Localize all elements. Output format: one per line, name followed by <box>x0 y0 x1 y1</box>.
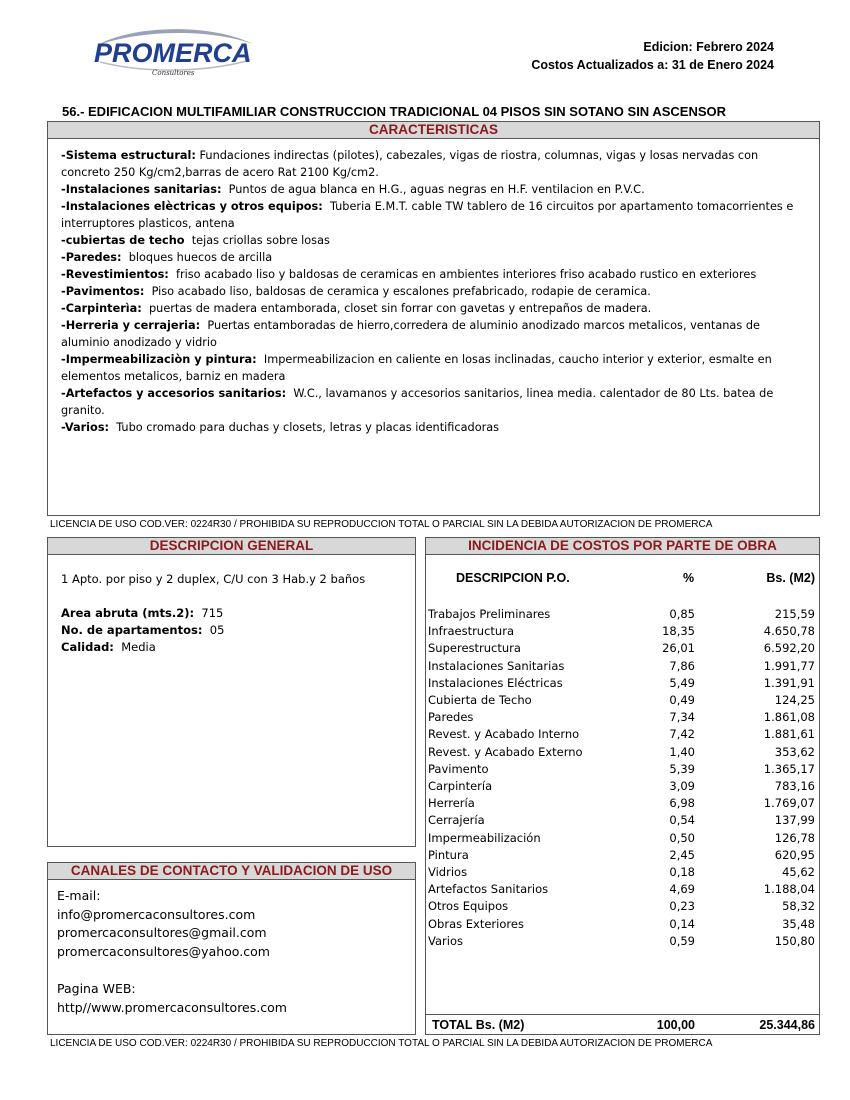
total-divider <box>426 1014 819 1015</box>
cost-item-name: Cubierta de Techo <box>428 693 532 707</box>
cost-item-percent: 7,86 <box>669 658 695 673</box>
cost-item-name: Carpintería <box>428 779 493 793</box>
total-percent: 100,00 <box>656 1018 695 1032</box>
characteristic-item <box>61 300 807 317</box>
apartments-value: 05 <box>202 623 225 637</box>
cost-item-percent: 1,40 <box>669 744 695 759</box>
cost-incidence-section <box>425 537 820 1035</box>
cost-item-bs: 6.592,20 <box>763 641 815 656</box>
characteristic-text: Puertas entamboradas de hierro,corredera de aluminio anodizado marcos metalicos, ventanas de aluminio anodizado y vidrio <box>61 319 764 349</box>
email-link[interactable]: info@promercaconsultores.com <box>57 906 256 922</box>
cost-row <box>426 606 819 623</box>
characteristic-item <box>61 181 807 198</box>
characteristic-label: -cubiertas de techo <box>61 234 185 247</box>
characteristic-item <box>61 317 807 351</box>
edition-info <box>531 38 774 74</box>
cost-item-name: Artefactos Sanitarios <box>428 882 549 897</box>
characteristic-text: Piso acabado liso, baldosas de ceramica y escalones prefabricado, rodapie de ceramica. <box>144 285 651 298</box>
cost-row <box>426 640 819 657</box>
cost-incidence-heading: INCIDENCIA DE COSTOS POR PARTE DE OBRA <box>426 538 819 555</box>
cost-item-name: Instalaciones Sanitarias <box>428 658 565 673</box>
characteristic-text: tejas criollas sobre losas <box>184 234 330 247</box>
quality-row <box>61 639 415 656</box>
cost-row <box>426 933 819 950</box>
cost-item-percent: 26,01 <box>662 641 695 656</box>
cost-row <box>426 778 819 795</box>
contact-heading: CANALES DE CONTACTO Y VALIDACION DE USO <box>48 863 415 880</box>
general-description-heading: DESCRIPCION GENERAL <box>48 538 415 555</box>
cost-item-name: Impermeabilización <box>428 830 541 845</box>
general-description-section <box>47 537 416 847</box>
cost-item-percent: 7,42 <box>669 727 695 742</box>
cost-item-name: Pavimento <box>428 761 489 776</box>
characteristic-text: Fundaciones indirectas (pilotes), cabezales, vigas de riostra, columnas, vigas y losas nervadas con concreto 250 Kg/cm2,barras de acero Rat 2100 Kg/cm2. <box>61 149 762 179</box>
col-header-percent: % <box>683 571 695 585</box>
total-label: TOTAL Bs. (M2) <box>432 1018 525 1032</box>
costs-updated-date: Costos Actualizados a: 31 de Enero 2024 <box>531 58 774 72</box>
cost-item-percent: 0,59 <box>669 933 695 948</box>
cost-item-percent: 0,50 <box>669 830 695 845</box>
cost-item-bs: 124,25 <box>774 693 815 707</box>
cost-item-percent: 0,49 <box>669 693 695 707</box>
characteristic-item <box>61 232 807 249</box>
characteristic-text: Impermeabilizacion en caliente en losas inclinadas, caucho interior y exterior, esmalte en elementos metalicos, barniz en madera <box>61 353 776 383</box>
email-link[interactable]: promercaconsultores@gmail.com <box>57 925 267 941</box>
cost-row <box>426 675 819 692</box>
cost-row <box>426 761 819 778</box>
characteristic-text: Puntos de agua blanca en H.G., aguas negras en H.F. ventilacion en P.V.C. <box>221 183 645 196</box>
cost-item-name: Cerrajería <box>428 813 485 828</box>
cost-row <box>426 830 819 847</box>
cost-item-name: Herrería <box>428 796 475 811</box>
cost-row <box>426 658 819 675</box>
characteristic-label: -Herreria y cerrajeria: <box>61 319 201 332</box>
web-link[interactable]: http//www.promercaconsultores.com <box>57 999 287 1015</box>
cost-item-bs: 150,80 <box>774 933 815 948</box>
apartments-label: No. de apartamentos: <box>61 623 203 637</box>
area-value: 715 <box>194 606 224 620</box>
characteristic-item <box>61 198 807 232</box>
cost-item-percent: 5,39 <box>669 761 695 776</box>
characteristic-text: friso acabado liso y baldosas de ceramicas en ambientes interiores friso acabado rustico en exteriores <box>168 268 757 281</box>
area-label: Area abruta (mts.2): <box>61 606 195 620</box>
cost-item-bs: 35,48 <box>782 916 815 931</box>
cost-item-name: Superestructura <box>428 641 521 656</box>
cost-item-bs: 620,95 <box>774 847 815 862</box>
cost-item-name: Pintura <box>428 847 469 862</box>
cost-item-bs: 126,78 <box>774 830 815 845</box>
cost-item-percent: 0,85 <box>669 607 695 621</box>
cost-row <box>426 623 819 640</box>
cost-item-percent: 7,34 <box>669 710 695 725</box>
total-bs: 25.344,86 <box>759 1018 815 1032</box>
cost-item-percent: 6,98 <box>669 796 695 811</box>
general-summary: 1 Apto. por piso y 2 duplex, C/U con 3 Hab.y 2 baños <box>61 572 366 586</box>
cost-item-bs: 215,59 <box>774 607 815 621</box>
col-header-bs: Bs. (M2) <box>766 571 815 585</box>
characteristic-label: -Pavimentos: <box>61 285 145 298</box>
cost-item-name: Revest. y Acabado Interno <box>428 727 580 742</box>
cost-item-percent: 5,49 <box>669 675 695 690</box>
cost-item-percent: 0,23 <box>669 899 695 914</box>
email-label: E-mail: <box>57 888 101 903</box>
characteristic-item <box>61 419 807 436</box>
cost-item-percent: 0,18 <box>669 865 695 879</box>
apartments-row <box>61 622 415 639</box>
cost-item-name: Revest. y Acabado Externo <box>428 744 583 759</box>
cost-item-bs: 1.391,91 <box>763 675 815 690</box>
cost-item-name: Obras Exteriores <box>428 916 524 931</box>
characteristic-text: bloques huecos de arcilla <box>121 251 273 264</box>
characteristic-text: Tubo cromado para duchas y closets, letras y placas identificadoras <box>109 421 500 434</box>
cost-row <box>426 812 819 829</box>
characteristic-text: puertas de madera entamborada, closet sin forrar con gavetas y entrepaños de madera. <box>141 302 652 315</box>
characteristic-item <box>61 283 807 300</box>
license-notice-top: LICENCIA DE USO COD.VER: 0224R30 / PROHIBIDA SU REPRODUCCION TOTAL O PARCIAL SIN LA DEBIDA AUTORIZACION DE PROMERCA <box>50 519 713 530</box>
cost-item-name: Instalaciones Eléctricas <box>428 675 563 690</box>
cost-item-bs: 1.769,07 <box>763 796 815 811</box>
cost-item-percent: 2,45 <box>669 847 695 862</box>
edition-date: Edicion: Febrero 2024 <box>643 40 774 54</box>
contact-section <box>47 862 416 1035</box>
cost-row <box>426 881 819 898</box>
characteristics-list <box>48 139 819 436</box>
cost-item-bs: 45,62 <box>782 865 815 879</box>
cost-item-name: Trabajos Preliminares <box>428 607 551 621</box>
logo-wordmark: PROMERCA <box>94 38 252 68</box>
characteristic-label: -Paredes: <box>61 251 122 264</box>
characteristic-label: -Instalaciones elèctricas y otros equipos: <box>61 200 323 213</box>
cost-item-bs: 353,62 <box>774 744 815 759</box>
cost-item-name: Vidrios <box>428 865 468 879</box>
characteristic-label: -Carpinterìa: <box>61 302 142 315</box>
characteristic-label: -Artefactos y accesorios sanitarios: <box>61 387 287 400</box>
cost-item-bs: 1.365,17 <box>763 761 815 776</box>
cost-row <box>426 709 819 726</box>
cost-row <box>426 898 819 915</box>
cost-item-bs: 783,16 <box>774 779 815 793</box>
cost-item-percent: 3,09 <box>669 779 695 793</box>
characteristic-item <box>61 351 807 385</box>
cost-row <box>426 692 819 709</box>
characteristic-item <box>61 249 807 266</box>
cost-row <box>426 744 819 761</box>
cost-item-bs: 1.188,04 <box>763 882 815 897</box>
cost-item-bs: 58,32 <box>782 899 815 914</box>
characteristic-label: -Varios: <box>61 421 110 434</box>
email-link[interactable]: promercaconsultores@yahoo.com <box>57 943 270 959</box>
document-title: 56.- EDIFICACION MULTIFAMILIAR CONSTRUCCION TRADICIONAL 04 PISOS SIN SOTANO SIN ASCENSOR <box>62 104 727 119</box>
characteristics-heading: CARACTERISTICAS <box>48 122 819 139</box>
cost-row <box>426 795 819 812</box>
characteristic-item <box>61 385 807 419</box>
promerca-logo <box>88 22 258 80</box>
cost-item-name: Varios <box>428 933 463 948</box>
quality-value: Media <box>113 640 156 654</box>
license-notice-bottom: LICENCIA DE USO COD.VER: 0224R30 / PROHIBIDA SU REPRODUCCION TOTAL O PARCIAL SIN LA DEBIDA AUTORIZACION DE PROMERCA <box>50 1038 713 1049</box>
cost-item-name: Otros Equipos <box>428 899 509 914</box>
area-row <box>61 605 415 622</box>
characteristic-item <box>61 266 807 283</box>
quality-label: Calidad: <box>61 640 114 654</box>
characteristics-section <box>47 121 820 516</box>
cost-item-bs: 137,99 <box>774 813 815 828</box>
cost-item-percent: 4,69 <box>669 882 695 897</box>
characteristic-item <box>61 147 807 181</box>
cost-item-percent: 0,14 <box>669 916 695 931</box>
cost-item-name: Infraestructura <box>428 624 514 639</box>
characteristic-label: -Instalaciones sanitarias: <box>61 183 222 196</box>
cost-item-percent: 18,35 <box>662 624 695 639</box>
characteristic-label: -Impermeabilizaciòn y pintura: <box>61 353 257 366</box>
cost-item-name: Paredes <box>428 710 474 725</box>
cost-row <box>426 726 819 743</box>
cost-item-percent: 0,54 <box>669 813 695 828</box>
characteristic-text: W.C., lavamanos y accesorios sanitarios, linea media. calentador de 80 Lts. batea de granito. <box>61 387 777 417</box>
cost-item-bs: 4.650,78 <box>763 624 815 639</box>
cost-row <box>426 847 819 864</box>
svg-text:Consultores: Consultores <box>152 69 195 77</box>
cost-item-bs: 1.881,61 <box>763 727 815 742</box>
characteristic-label: -Revestimientos: <box>61 268 169 281</box>
col-header-description: DESCRIPCION P.O. <box>456 571 570 585</box>
characteristic-text: Tuberia E.M.T. cable TW tablero de 16 circuitos por apartamento tomacorrientes e interruptores plasticos, antena <box>61 200 797 230</box>
web-label: Pagina WEB: <box>57 980 136 996</box>
cost-item-bs: 1.991,77 <box>763 658 815 673</box>
cost-item-bs: 1.861,08 <box>763 710 815 725</box>
cost-row <box>426 916 819 933</box>
cost-row <box>426 864 819 881</box>
characteristic-label: -Sistema estructural: <box>61 149 196 162</box>
